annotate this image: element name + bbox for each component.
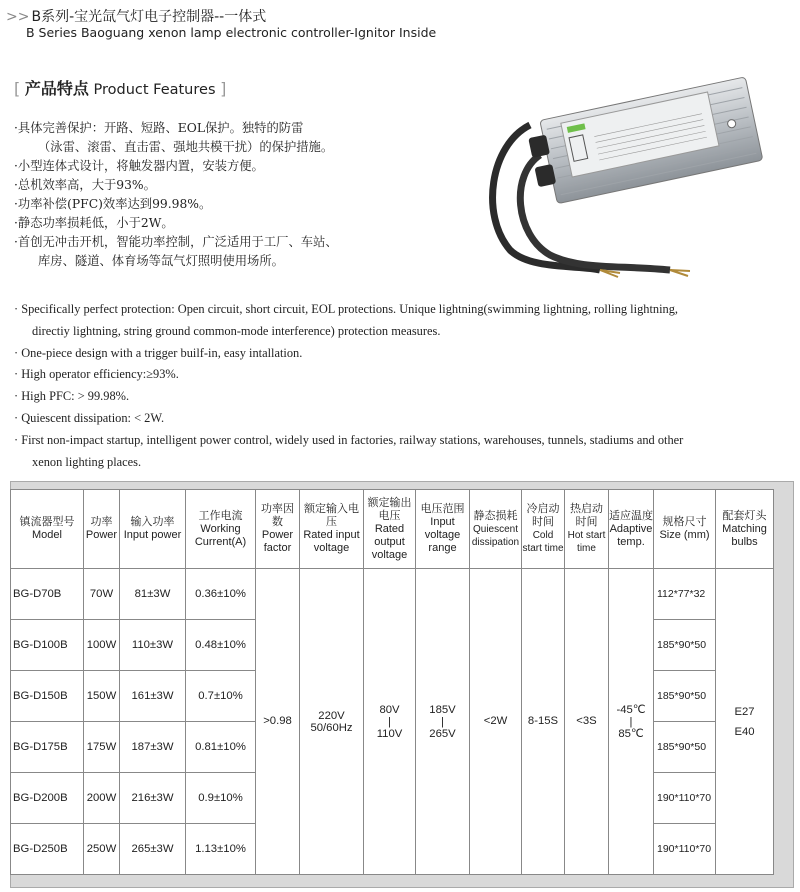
cell-current: 0.36±10%: [186, 569, 256, 620]
cell-hot-start: <3S: [565, 569, 609, 875]
feature-en-item: · Specifically perfect protection: Open circuit, short circuit, EOL protections. Unique lightning(swimming lightning, rolling lightning,: [14, 302, 679, 316]
cell-input: 216±3W: [120, 773, 186, 824]
cell-size: 112*77*32: [654, 569, 716, 620]
cell-power: 200W: [84, 773, 120, 824]
col-size: 规格尺寸 Size (mm): [654, 490, 716, 569]
cell-power: 100W: [84, 620, 120, 671]
cell-current: 0.48±10%: [186, 620, 256, 671]
col-adaptive-temp: 适应温度 Adaptive temp.: [609, 490, 654, 569]
cell-size: 190*110*70: [654, 773, 716, 824]
features-heading: [14, 76, 226, 99]
cell-voltage-range: 185V | 265V: [416, 569, 470, 875]
features-title-cn: 产品特点: [24, 79, 89, 98]
title-cn: B系列-宝光氙气灯电子控制器--一体式: [31, 9, 267, 25]
cell-model: BG-D70B: [11, 569, 84, 620]
feature-en-item: · Quiescent dissipation: < 2W.: [14, 410, 165, 425]
col-working-current: 工作电流 Working Current(A): [186, 490, 256, 569]
cell-current: 0.7±10%: [186, 671, 256, 722]
cell-model: BG-D100B: [11, 620, 84, 671]
table-row: [11, 569, 774, 620]
page-subtitle: B Series Baoguang xenon lamp electronic controller-Ignitor Inside: [26, 25, 437, 40]
cell-model: BG-D250B: [11, 824, 84, 875]
cell-power-factor: >0.98: [256, 569, 300, 875]
bracket-open: [: [14, 79, 21, 98]
feature-cn-item: ·静态功率损耗低，小于2W。: [14, 216, 174, 230]
cell-quiescent: <2W: [470, 569, 522, 875]
cell-size: 185*90*50: [654, 671, 716, 722]
cell-model: BG-D175B: [11, 722, 84, 773]
feature-cn-item: ·总机效率高，大于93%。: [14, 178, 156, 192]
cell-model: BG-D200B: [11, 773, 84, 824]
title-arrows: >>: [6, 9, 30, 25]
features-list-en: [14, 299, 794, 473]
feature-en-item: directiy lightning, string ground common-mode interference) protection measures.: [32, 323, 441, 338]
cell-input: 187±3W: [120, 722, 186, 773]
col-model: 镇流器型号 Model: [11, 490, 84, 569]
cell-rated-input: 220V 50/60Hz: [300, 569, 364, 875]
cell-size: 185*90*50: [654, 722, 716, 773]
feature-cn-item: 库房、隧道、体育场等氙气灯照明使用场所。: [38, 254, 284, 268]
col-bulbs: 配套灯头 Matching bulbs: [716, 490, 774, 569]
feature-cn-item: ·首创无冲击开机，智能功率控制，广泛适用于工厂、车站、: [14, 235, 338, 249]
feature-en-item: · First non-impact startup, intelligent power control, widely used in factories, railway stations, warehouses, tunnels, stadiums and other: [14, 432, 684, 447]
cell-input: 110±3W: [120, 620, 186, 671]
feature-en-item: xenon lighting places.: [32, 454, 142, 469]
product-photo: [470, 65, 790, 290]
spec-table: [10, 489, 774, 875]
cell-power: 150W: [84, 671, 120, 722]
feature-cn-item: ·功率补偿(PFC)效率达到99.98%。: [14, 197, 212, 211]
cell-input: 161±3W: [120, 671, 186, 722]
cell-current: 0.81±10%: [186, 722, 256, 773]
cell-input: 81±3W: [120, 569, 186, 620]
col-voltage-range: 电压范围 Input voltage range: [416, 490, 470, 569]
features-list-cn: [14, 119, 434, 271]
cell-bulbs: E27 E40: [716, 569, 774, 875]
col-hot-start: 热启动时间 Hot start time: [565, 490, 609, 569]
cell-rated-output: 80V | 110V: [364, 569, 416, 875]
cell-power: 175W: [84, 722, 120, 773]
col-rated-output: 额定输出电压 Rated output voltage: [364, 490, 416, 569]
feature-en-item: · High PFC: > 99.98%.: [14, 389, 130, 404]
table-header-row: [11, 490, 774, 569]
feature-en-item: · High operator efficiency:≥93%.: [14, 367, 179, 382]
page-title: [6, 6, 266, 26]
col-cold-start: 冷启动时间 Cold start time: [522, 490, 565, 569]
features-title-en: Product Features: [93, 82, 216, 98]
col-power-factor: 功率因数 Power factor: [256, 490, 300, 569]
cell-model: BG-D150B: [11, 671, 84, 722]
feature-cn-item: ·具体完善保护：开路、短路、EOL保护。独特的防雷: [14, 121, 304, 135]
cell-size: 185*90*50: [654, 620, 716, 671]
cell-input: 265±3W: [120, 824, 186, 875]
feature-cn-item: （泳雷、滚雷、直击雷、强地共模干扰）的保护措施。: [38, 140, 334, 154]
bracket-close: ]: [220, 79, 227, 98]
cell-current: 0.9±10%: [186, 773, 256, 824]
feature-en-item: · One-piece design with a trigger builf-in, easy intallation.: [14, 345, 303, 360]
cell-size: 190*110*70: [654, 824, 716, 875]
cell-cold-start: 8-15S: [522, 569, 565, 875]
col-quiescent: 静态损耗 Quiescent dissipation: [470, 490, 522, 569]
cell-current: 1.13±10%: [186, 824, 256, 875]
feature-cn-item: ·小型连体式设计，将触发器内置，安装方便。: [14, 159, 264, 173]
cell-adaptive-temp: -45℃ | 85℃: [609, 569, 654, 875]
col-rated-input: 额定输入电压 Rated input voltage: [300, 490, 364, 569]
col-power: 功率 Power: [84, 490, 120, 569]
cell-power: 70W: [84, 569, 120, 620]
col-input-power: 输入功率 Input power: [120, 490, 186, 569]
cell-power: 250W: [84, 824, 120, 875]
